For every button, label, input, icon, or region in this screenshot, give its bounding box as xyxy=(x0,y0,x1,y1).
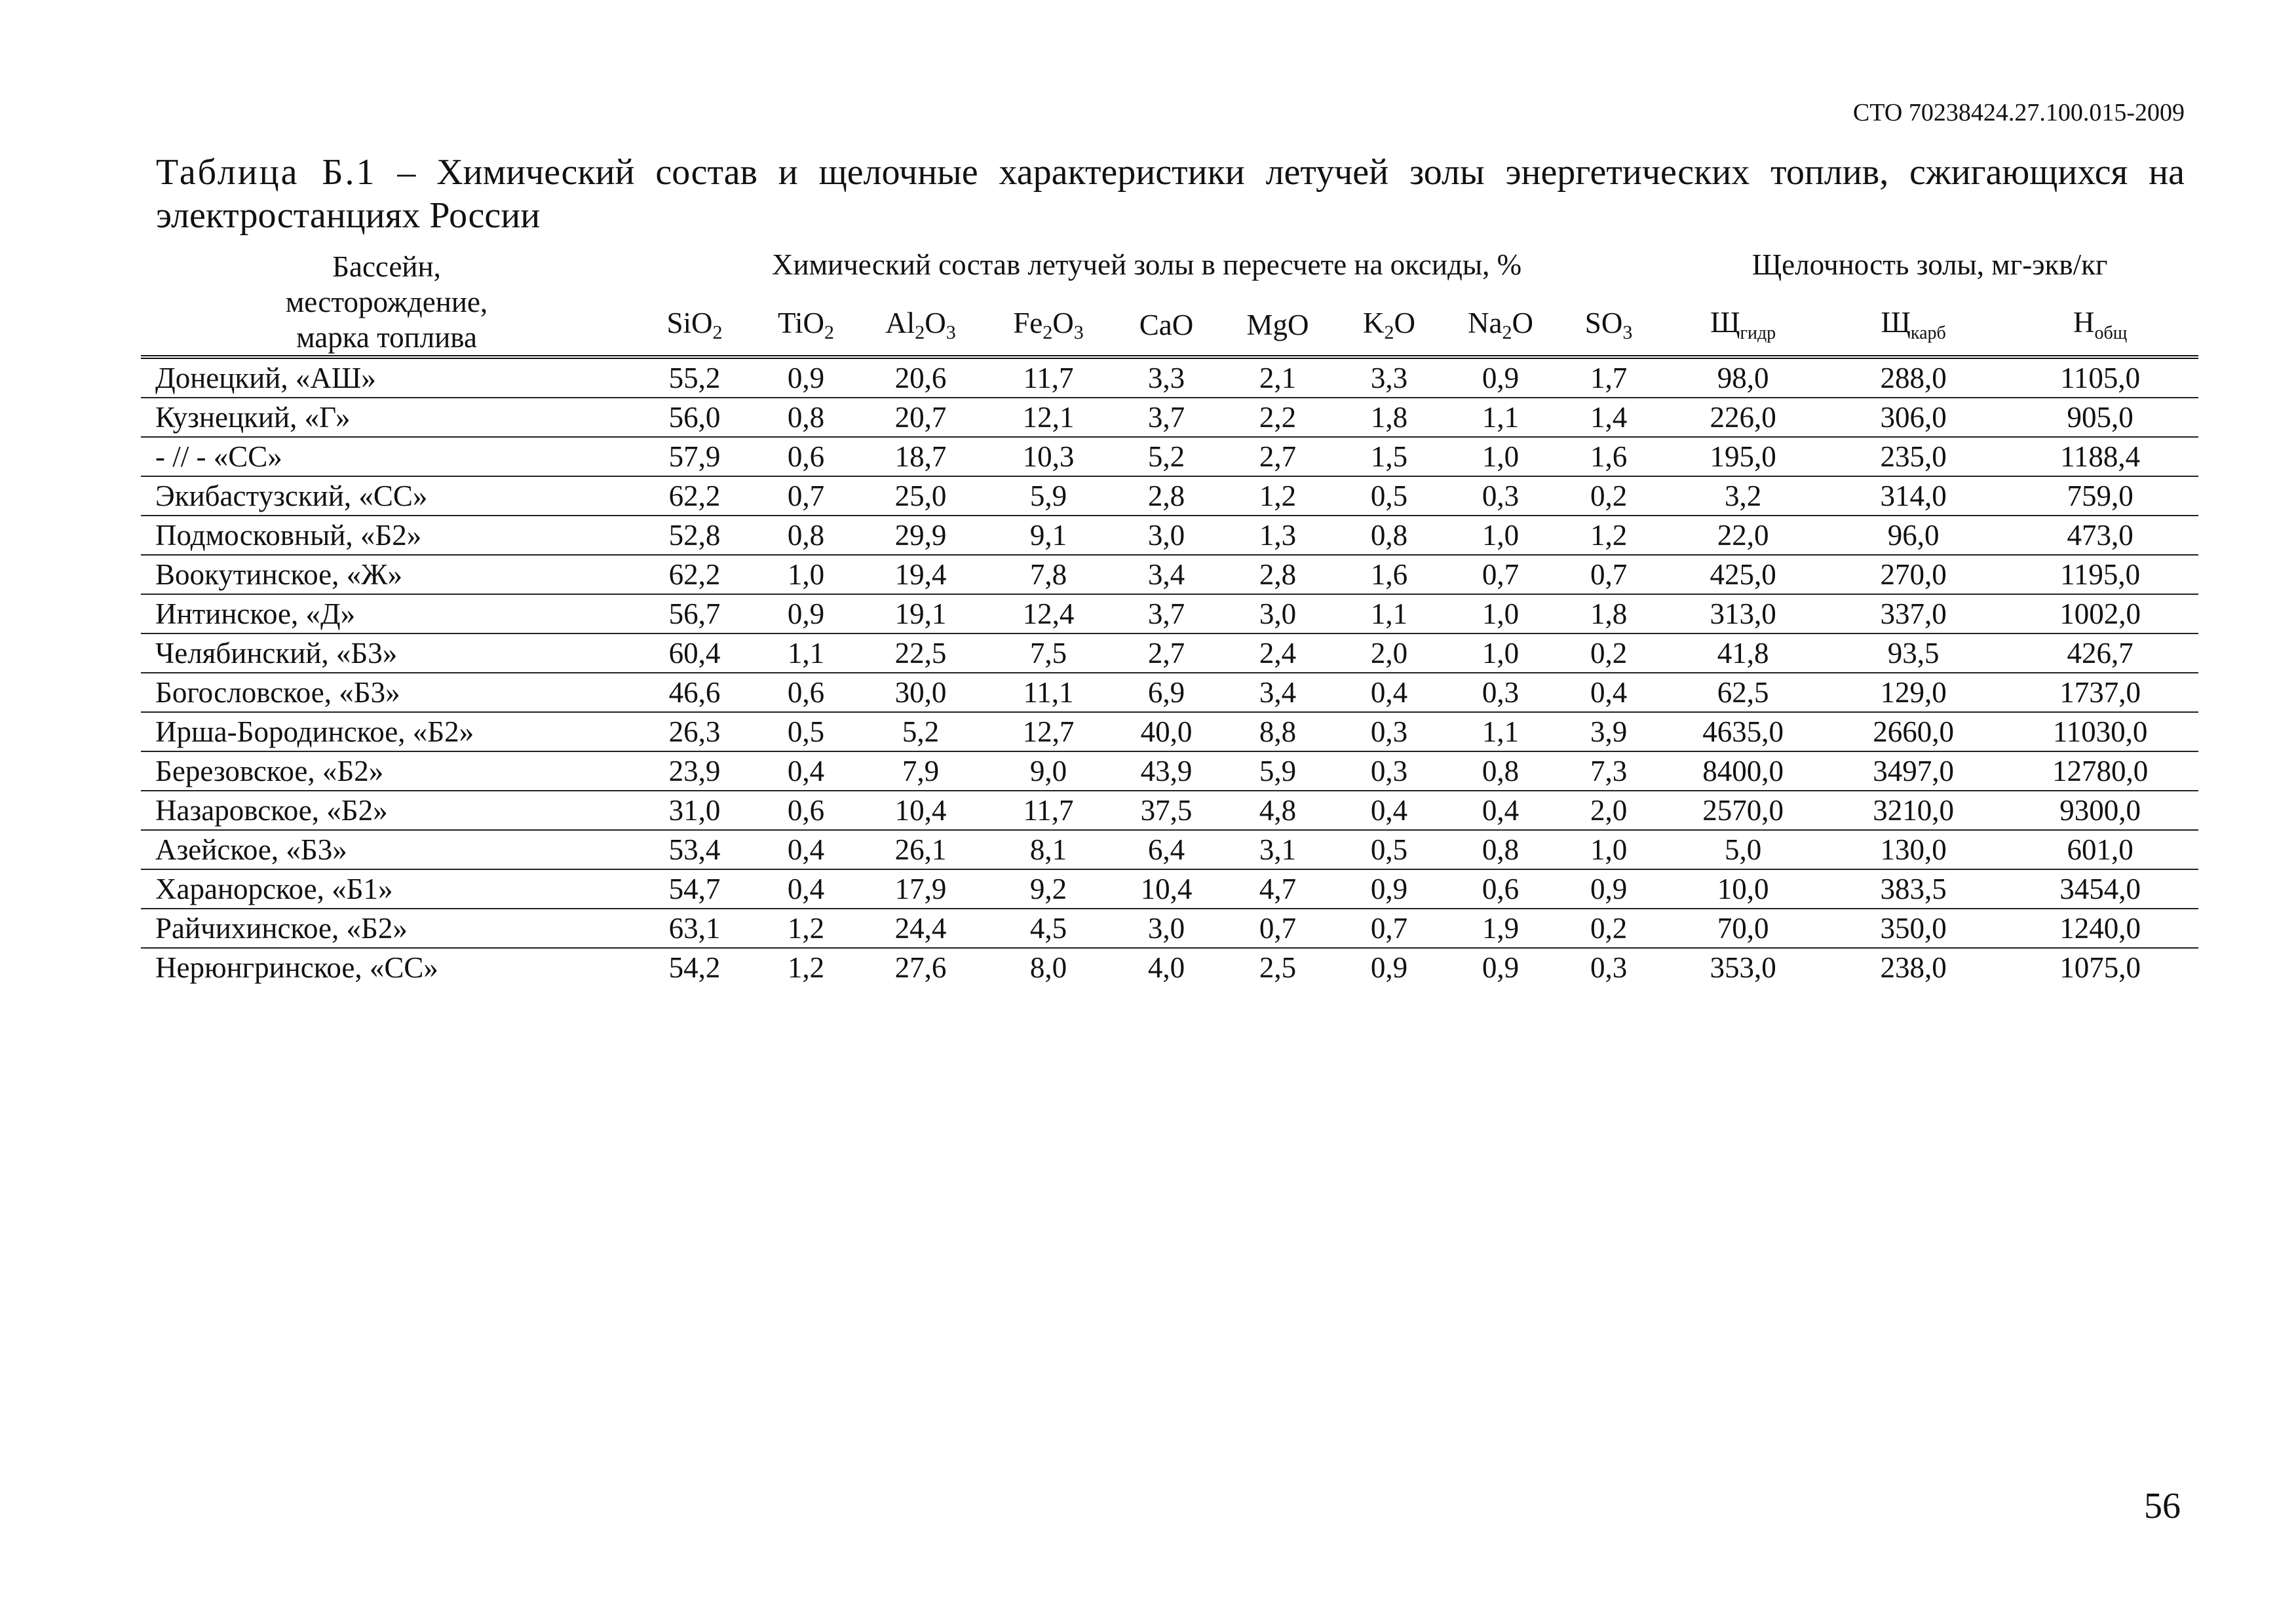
table-row xyxy=(141,673,2198,712)
value-cell: 129,0 xyxy=(1825,673,2002,712)
value-cell: 3,9 xyxy=(1556,712,1661,751)
table-caption-text: – Химический состав и щелочные характеристики летучей золы энергетических топлив, сжигающихся на электростанциях России xyxy=(156,152,2185,236)
value-cell: 96,0 xyxy=(1825,516,2002,555)
value-cell: 2570,0 xyxy=(1661,791,1825,830)
value-cell: 1,0 xyxy=(1445,437,1556,476)
value-cell: 0,8 xyxy=(757,398,855,437)
table-row xyxy=(141,869,2198,909)
value-cell: 1188,4 xyxy=(2002,437,2198,476)
value-cell: 426,7 xyxy=(2002,633,2198,673)
value-cell: 270,0 xyxy=(1825,555,2002,594)
value-cell: 314,0 xyxy=(1825,476,2002,516)
value-cell: 0,4 xyxy=(1445,791,1556,830)
fuel-name-cell: Азейское, «Б3» xyxy=(141,830,632,869)
value-cell: 12,4 xyxy=(986,594,1111,633)
header-na2o xyxy=(1445,294,1556,357)
header-shch-karb-base: Щ xyxy=(1881,306,1911,339)
value-cell: 1002,0 xyxy=(2002,594,2198,633)
table-row xyxy=(141,751,2198,791)
value-cell: 19,4 xyxy=(855,555,986,594)
header-k2o xyxy=(1333,294,1445,357)
value-cell: 23,9 xyxy=(632,751,757,791)
value-cell: 7,3 xyxy=(1556,751,1661,791)
table-row xyxy=(141,948,2198,987)
value-cell: 1,2 xyxy=(1556,516,1661,555)
value-cell: 11,7 xyxy=(986,791,1111,830)
value-cell: 473,0 xyxy=(2002,516,2198,555)
value-cell: 10,0 xyxy=(1661,869,1825,909)
header-basin-line2: месторождение, xyxy=(285,286,488,318)
value-cell: 0,3 xyxy=(1445,476,1556,516)
value-cell: 41,8 xyxy=(1661,633,1825,673)
value-cell: 93,5 xyxy=(1825,633,2002,673)
fuel-name-cell: Нерюнгринское, «СС» xyxy=(155,951,438,984)
value-cell: 0,2 xyxy=(1556,633,1661,673)
header-al2o3 xyxy=(855,294,986,357)
value-cell: 0,6 xyxy=(757,437,855,476)
value-cell: 10,4 xyxy=(1111,869,1222,909)
table-row xyxy=(141,516,2198,555)
header-na2o-a: Na xyxy=(1468,306,1502,339)
value-cell: 0,8 xyxy=(757,516,855,555)
value-cell: 3,7 xyxy=(1111,398,1222,437)
value-cell: 0,9 xyxy=(1333,869,1445,909)
value-cell: 1,1 xyxy=(1445,398,1556,437)
header-n-obshch-sub: общ xyxy=(2094,323,2128,344)
header-n-obshch xyxy=(2002,294,2198,357)
value-cell: 337,0 xyxy=(1825,594,2002,633)
header-so3-sub: 3 xyxy=(1622,321,1633,343)
value-cell: 306,0 xyxy=(1825,398,2002,437)
value-cell: 0,8 xyxy=(1445,830,1556,869)
header-cao: CaO xyxy=(1111,294,1222,357)
value-cell: 1,0 xyxy=(1445,633,1556,673)
value-cell: 130,0 xyxy=(1825,830,2002,869)
header-so3 xyxy=(1556,294,1661,357)
value-cell: 11030,0 xyxy=(2002,712,2198,751)
value-cell: 70,0 xyxy=(1661,909,1825,948)
value-cell: 0,5 xyxy=(1333,476,1445,516)
value-cell: 4,5 xyxy=(986,909,1111,948)
value-cell: 1,9 xyxy=(1445,909,1556,948)
header-n-obshch-base: Н xyxy=(2073,306,2095,339)
value-cell: 0,7 xyxy=(1222,909,1333,948)
value-cell: 12,1 xyxy=(986,398,1111,437)
value-cell: 2,7 xyxy=(1111,633,1222,673)
value-cell: 238,0 xyxy=(1880,951,1947,984)
table-header xyxy=(141,248,2198,357)
value-cell: 0,6 xyxy=(757,673,855,712)
value-cell: 54,2 xyxy=(668,951,721,984)
value-cell: 0,5 xyxy=(757,712,855,751)
value-cell: 37,5 xyxy=(1111,791,1222,830)
value-cell: 2,8 xyxy=(1111,476,1222,516)
value-cell: 5,2 xyxy=(855,712,986,751)
value-cell: 57,9 xyxy=(632,437,757,476)
value-cell: 601,0 xyxy=(2002,830,2198,869)
value-cell: 12,7 xyxy=(986,712,1111,751)
value-cell: 1,5 xyxy=(1333,437,1445,476)
table-row xyxy=(141,357,2198,398)
value-cell: 62,2 xyxy=(632,476,757,516)
value-cell: 1,2 xyxy=(787,951,825,984)
value-cell: 22,0 xyxy=(1661,516,1825,555)
value-cell: 9,0 xyxy=(986,751,1111,791)
value-cell: 0,6 xyxy=(757,791,855,830)
header-shch-gidr xyxy=(1661,294,1825,357)
value-cell: 2,5 xyxy=(1259,951,1297,984)
value-cell: 3,2 xyxy=(1661,476,1825,516)
value-cell: 8,1 xyxy=(986,830,1111,869)
value-cell: 20,7 xyxy=(855,398,986,437)
value-cell: 288,0 xyxy=(1825,357,2002,398)
header-sio2-sub: 2 xyxy=(712,321,723,343)
value-cell: 29,9 xyxy=(855,516,986,555)
value-cell: 27,6 xyxy=(894,951,947,984)
header-shch-gidr-base: Щ xyxy=(1710,306,1740,339)
value-cell: 9,1 xyxy=(986,516,1111,555)
value-cell: 19,1 xyxy=(855,594,986,633)
value-cell: 24,4 xyxy=(855,909,986,948)
table-caption xyxy=(156,151,2185,237)
value-cell: 26,1 xyxy=(855,830,986,869)
value-cell: 10,3 xyxy=(986,437,1111,476)
table-row xyxy=(141,909,2198,948)
fuel-name-cell: Березовское, «Б2» xyxy=(141,751,632,791)
value-cell: 22,5 xyxy=(855,633,986,673)
value-cell: 25,0 xyxy=(855,476,986,516)
header-shch-gidr-sub: гидр xyxy=(1740,323,1776,344)
fuel-name-cell: Челябинский, «Б3» xyxy=(141,633,632,673)
header-k2o-b: O xyxy=(1394,306,1415,339)
header-na2o-sa: 2 xyxy=(1502,321,1512,343)
value-cell: 1,6 xyxy=(1556,437,1661,476)
value-cell: 1,7 xyxy=(1556,357,1661,398)
value-cell: 759,0 xyxy=(2002,476,2198,516)
fuel-name-cell: Интинское, «Д» xyxy=(141,594,632,633)
value-cell: 0,4 xyxy=(1333,673,1445,712)
value-cell: 1,1 xyxy=(757,633,855,673)
header-basin xyxy=(141,248,632,357)
value-cell: 31,0 xyxy=(632,791,757,830)
value-cell: 4,0 xyxy=(1147,951,1185,984)
value-cell: 0,9 xyxy=(1370,951,1408,984)
value-cell: 54,7 xyxy=(632,869,757,909)
value-cell: 30,0 xyxy=(855,673,986,712)
table-row xyxy=(141,633,2198,673)
table-row xyxy=(141,791,2198,830)
value-cell: 1,4 xyxy=(1556,398,1661,437)
header-al2o3-sa: 2 xyxy=(915,321,925,343)
value-cell: 5,9 xyxy=(1222,751,1333,791)
value-cell: 383,5 xyxy=(1825,869,2002,909)
value-cell: 43,9 xyxy=(1111,751,1222,791)
value-cell: 905,0 xyxy=(2002,398,2198,437)
value-cell: 0,7 xyxy=(757,476,855,516)
header-k2o-sa: 2 xyxy=(1384,321,1394,343)
value-cell: 0,9 xyxy=(1556,869,1661,909)
fuel-name-cell: Ирша-Бородинское, «Б2» xyxy=(141,712,632,751)
header-so3-base: SO xyxy=(1584,306,1623,339)
header-basin-line3: марка топлива xyxy=(296,321,477,354)
value-cell: 11,1 xyxy=(986,673,1111,712)
value-cell: 6,9 xyxy=(1111,673,1222,712)
value-cell: 8400,0 xyxy=(1661,751,1825,791)
value-cell: 55,2 xyxy=(632,357,757,398)
value-cell: 20,6 xyxy=(855,357,986,398)
value-cell: 1,2 xyxy=(1222,476,1333,516)
value-cell: 3,4 xyxy=(1222,673,1333,712)
header-sio2-base: SiO xyxy=(666,306,713,339)
value-cell: 53,4 xyxy=(632,830,757,869)
value-cell: 0,7 xyxy=(1445,555,1556,594)
header-sio2 xyxy=(632,294,757,357)
value-cell: 4,7 xyxy=(1222,869,1333,909)
value-cell: 17,9 xyxy=(855,869,986,909)
header-tio2-sub: 2 xyxy=(824,321,834,343)
value-cell: 0,9 xyxy=(757,594,855,633)
value-cell: 0,6 xyxy=(1445,869,1556,909)
value-cell: 0,7 xyxy=(1556,555,1661,594)
value-cell: 62,5 xyxy=(1661,673,1825,712)
header-fe2o3-a: Fe xyxy=(1013,306,1043,339)
value-cell: 11,7 xyxy=(986,357,1111,398)
value-cell: 3,3 xyxy=(1333,357,1445,398)
header-k2o-a: K xyxy=(1363,306,1385,339)
header-na2o-b: O xyxy=(1512,306,1533,339)
value-cell: 350,0 xyxy=(1825,909,2002,948)
value-cell: 9,2 xyxy=(986,869,1111,909)
value-cell: 1105,0 xyxy=(2002,357,2198,398)
table-body xyxy=(141,357,2198,987)
value-cell: 63,1 xyxy=(632,909,757,948)
value-cell: 52,8 xyxy=(632,516,757,555)
header-fe2o3-b: O xyxy=(1052,306,1074,339)
document-code: СТО 70238424.27.100.015-2009 xyxy=(1852,99,2185,126)
fuel-name-cell: Райчихинское, «Б2» xyxy=(141,909,632,948)
fuel-name-cell: Подмосковный, «Б2» xyxy=(141,516,632,555)
value-cell: 0,2 xyxy=(1556,909,1661,948)
value-cell: 1,6 xyxy=(1333,555,1445,594)
fuel-name-cell: Назаровское, «Б2» xyxy=(141,791,632,830)
value-cell: 0,3 xyxy=(1333,712,1445,751)
value-cell: 3,0 xyxy=(1111,516,1222,555)
header-fe2o3-sb: 3 xyxy=(1073,321,1084,343)
value-cell: 1,2 xyxy=(757,909,855,948)
value-cell: 62,2 xyxy=(632,555,757,594)
value-cell: 1,0 xyxy=(1445,594,1556,633)
value-cell: 353,0 xyxy=(1710,951,1776,984)
value-cell: 1737,0 xyxy=(2002,673,2198,712)
value-cell: 1240,0 xyxy=(2002,909,2198,948)
value-cell: 2,4 xyxy=(1222,633,1333,673)
value-cell: 2,7 xyxy=(1222,437,1333,476)
value-cell: 26,3 xyxy=(632,712,757,751)
table-caption-label: Таблица Б.1 xyxy=(156,152,377,193)
value-cell: 4635,0 xyxy=(1661,712,1825,751)
value-cell: 6,4 xyxy=(1111,830,1222,869)
value-cell: 2,8 xyxy=(1222,555,1333,594)
table-row xyxy=(141,437,2198,476)
value-cell: 0,8 xyxy=(1333,516,1445,555)
table-row xyxy=(141,594,2198,633)
value-cell: 1,0 xyxy=(1556,830,1661,869)
value-cell: 0,3 xyxy=(1445,673,1556,712)
value-cell: 3454,0 xyxy=(2002,869,2198,909)
value-cell: 0,4 xyxy=(1333,791,1445,830)
value-cell: 60,4 xyxy=(632,633,757,673)
value-cell: 0,9 xyxy=(1482,951,1520,984)
value-cell: 3,0 xyxy=(1222,594,1333,633)
value-cell: 1195,0 xyxy=(2002,555,2198,594)
header-group-alkalinity: Щелочность золы, мг-экв/кг xyxy=(1751,248,2108,281)
header-al2o3-sb: 3 xyxy=(946,321,956,343)
value-cell: 8,8 xyxy=(1222,712,1333,751)
page-number: 56 xyxy=(2144,1486,2181,1526)
value-cell: 8,0 xyxy=(1029,951,1067,984)
value-cell: 235,0 xyxy=(1825,437,2002,476)
value-cell: 5,9 xyxy=(986,476,1111,516)
fuel-name-cell: Экибастузский, «СС» xyxy=(141,476,632,516)
value-cell: 0,7 xyxy=(1333,909,1445,948)
fuel-name-cell: Богословское, «Б3» xyxy=(141,673,632,712)
header-tio2 xyxy=(757,294,855,357)
value-cell: 7,5 xyxy=(986,633,1111,673)
value-cell: 40,0 xyxy=(1111,712,1222,751)
value-cell: 1,0 xyxy=(1445,516,1556,555)
value-cell: 2660,0 xyxy=(1825,712,2002,751)
value-cell: 5,0 xyxy=(1661,830,1825,869)
value-cell: 56,7 xyxy=(632,594,757,633)
ash-composition-table xyxy=(141,248,2198,987)
value-cell: 0,3 xyxy=(1590,951,1628,984)
value-cell: 3,4 xyxy=(1111,555,1222,594)
fuel-name-cell: - // - «СС» xyxy=(141,437,632,476)
value-cell: 0,4 xyxy=(757,751,855,791)
value-cell: 7,8 xyxy=(986,555,1111,594)
value-cell: 5,2 xyxy=(1111,437,1222,476)
table-row xyxy=(141,830,2198,869)
value-cell: 1075,0 xyxy=(2059,951,2141,984)
value-cell: 3210,0 xyxy=(1825,791,2002,830)
table-row xyxy=(141,555,2198,594)
value-cell: 0,4 xyxy=(1556,673,1661,712)
value-cell: 3497,0 xyxy=(1825,751,2002,791)
value-cell: 195,0 xyxy=(1661,437,1825,476)
header-basin-line1: Бассейн, xyxy=(332,250,441,283)
value-cell: 226,0 xyxy=(1661,398,1825,437)
value-cell: 1,1 xyxy=(1333,594,1445,633)
header-fe2o3-sa: 2 xyxy=(1043,321,1053,343)
value-cell: 7,9 xyxy=(855,751,986,791)
header-group-chemical: Химический состав летучей золы в пересчете на оксиды, % xyxy=(772,248,1522,281)
value-cell: 1,8 xyxy=(1556,594,1661,633)
fuel-name-cell: Харанорское, «Б1» xyxy=(141,869,632,909)
value-cell: 0,4 xyxy=(757,869,855,909)
header-al2o3-b: O xyxy=(925,306,946,339)
value-cell: 18,7 xyxy=(855,437,986,476)
fuel-name-cell: Донецкий, «АШ» xyxy=(141,357,632,398)
value-cell: 3,0 xyxy=(1111,909,1222,948)
value-cell: 56,0 xyxy=(632,398,757,437)
value-cell: 1,0 xyxy=(757,555,855,594)
value-cell: 4,8 xyxy=(1222,791,1333,830)
fuel-name-cell: Кузнецкий, «Г» xyxy=(141,398,632,437)
value-cell: 3,7 xyxy=(1111,594,1222,633)
table-row xyxy=(141,712,2198,751)
value-cell: 1,1 xyxy=(1445,712,1556,751)
fuel-name-cell: Воокутинское, «Ж» xyxy=(141,555,632,594)
value-cell: 2,0 xyxy=(1333,633,1445,673)
value-cell: 3,3 xyxy=(1111,357,1222,398)
value-cell: 313,0 xyxy=(1661,594,1825,633)
value-cell: 0,3 xyxy=(1333,751,1445,791)
value-cell: 0,4 xyxy=(757,830,855,869)
value-cell: 425,0 xyxy=(1661,555,1825,594)
header-fe2o3 xyxy=(986,294,1111,357)
value-cell: 10,4 xyxy=(855,791,986,830)
value-cell: 1,3 xyxy=(1222,516,1333,555)
table-row xyxy=(141,476,2198,516)
value-cell: 1,8 xyxy=(1333,398,1445,437)
table-row xyxy=(141,398,2198,437)
value-cell: 2,2 xyxy=(1222,398,1333,437)
value-cell: 0,2 xyxy=(1556,476,1661,516)
value-cell: 98,0 xyxy=(1661,357,1825,398)
value-cell: 0,9 xyxy=(757,357,855,398)
value-cell: 0,8 xyxy=(1445,751,1556,791)
value-cell: 9300,0 xyxy=(2002,791,2198,830)
value-cell: 2,1 xyxy=(1222,357,1333,398)
header-shch-karb-sub: карб xyxy=(1910,323,1946,344)
value-cell: 0,9 xyxy=(1445,357,1556,398)
header-al2o3-a: Al xyxy=(885,306,915,339)
value-cell: 12780,0 xyxy=(2002,751,2198,791)
header-tio2-base: TiO xyxy=(778,306,824,339)
value-cell: 0,5 xyxy=(1333,830,1445,869)
value-cell: 46,6 xyxy=(632,673,757,712)
value-cell: 2,0 xyxy=(1556,791,1661,830)
header-mgo: MgO xyxy=(1222,294,1333,357)
header-shch-karb xyxy=(1825,294,2002,357)
value-cell: 3,1 xyxy=(1222,830,1333,869)
